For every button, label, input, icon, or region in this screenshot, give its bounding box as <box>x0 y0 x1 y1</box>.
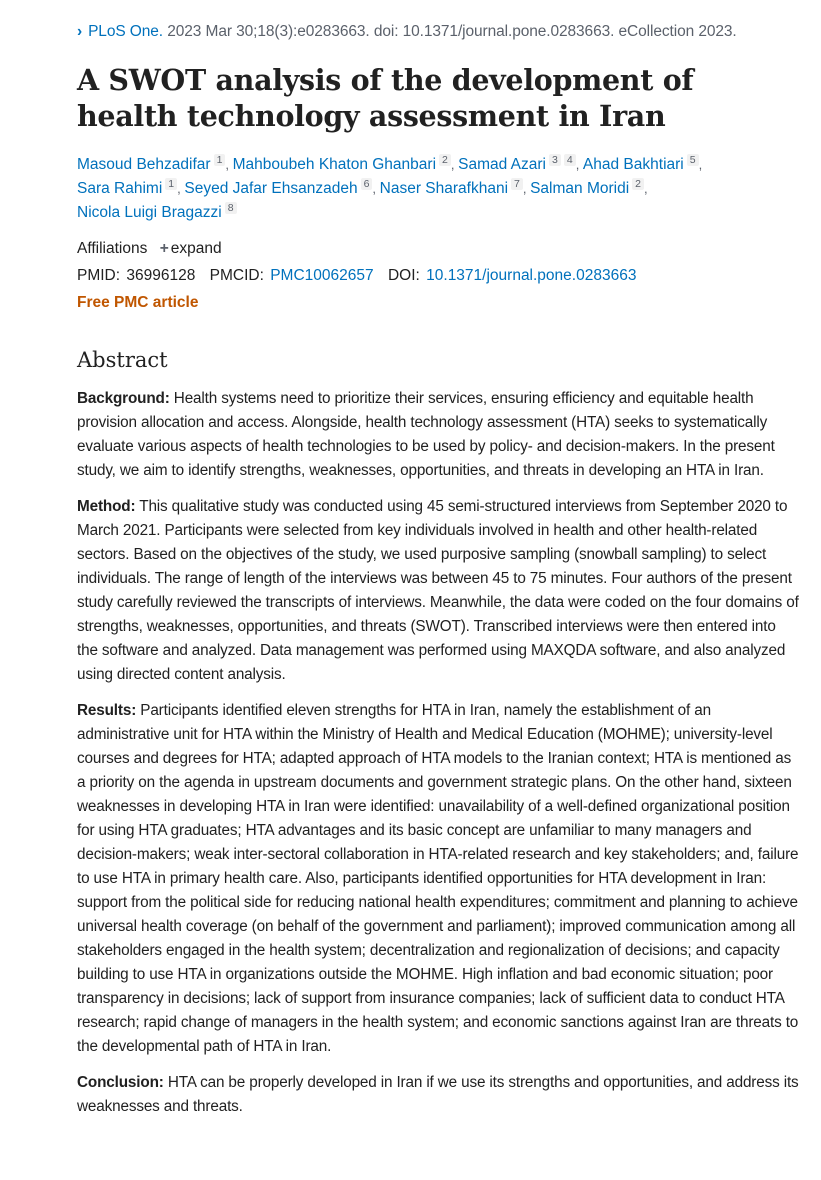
affiliation-ref[interactable]: 3 <box>549 154 561 166</box>
affiliation-ref[interactable]: 2 <box>632 178 644 190</box>
affiliation-ref[interactable]: 2 <box>439 154 451 166</box>
affiliation-ref[interactable]: 6 <box>361 178 373 190</box>
section-text: This qualitative study was conducted using 45 semi-structured interviews from September 2020 to March 2021. Participants were selected from key individuals involved in health and other health-related sectors. Based on the objectives of the study, we used purposive sampling (snowball sampling) to select individuals. The range of length of the interviews was between 45 to 75 minutes. Four authors of the present study carefully reviewed the transcripts of interviews. Meanwhile, the data were coded on the four domains of strengths, weaknesses, opportunities, and threats (SWOT). Transcribed interviews were then entered into the software and analyzed. Data management was performed using MAXQDA software, and also analyzed using directed content analysis. <box>77 498 799 683</box>
separator: , <box>225 157 233 172</box>
affiliation-ref[interactable]: 1 <box>214 154 226 166</box>
plus-icon[interactable]: + <box>159 240 169 257</box>
expand-label[interactable]: expand <box>170 240 222 257</box>
section-text: HTA can be properly developed in Iran if we use its strengths and opportunities, and address its weaknesses and threats. <box>77 1074 799 1115</box>
affiliation-ref[interactable]: 8 <box>225 202 237 214</box>
separator: , <box>522 181 531 196</box>
author-link[interactable]: Ahad Bakhtiari <box>582 156 684 173</box>
abstract-body <box>77 387 799 1131</box>
separator: , <box>575 157 583 172</box>
abstract-results <box>77 699 799 1059</box>
author-link[interactable]: Seyed Jafar Ehsanzadeh <box>184 180 358 197</box>
author-link[interactable]: Nicola Luigi Bragazzi <box>77 204 222 221</box>
section-text: Health systems need to prioritize their services, ensuring efficiency and equitable health provision allocation and access. Alongside, health technology assessment (HTA) seeks to systematically evaluate various aspects of health technologies to be used by policy- and decision-makers. In the present study, we aim to identify strengths, weaknesses, opportunities, and threats in developing an HTA in Iran. <box>77 390 775 479</box>
doi-link[interactable]: 10.1371/journal.pone.0283663 <box>426 267 637 284</box>
pmcid-link[interactable]: PMC10062657 <box>270 267 374 284</box>
section-label: Conclusion: <box>77 1074 164 1091</box>
pmid-label: PMID: <box>77 267 121 284</box>
affiliations-toggle[interactable] <box>77 240 222 258</box>
separator: , <box>698 157 703 172</box>
free-pmc-article-badge: Free PMC article <box>77 294 199 311</box>
separator: , <box>644 181 648 196</box>
abstract-method <box>77 495 799 687</box>
section-label: Method: <box>77 498 136 515</box>
author-link[interactable]: Sara Rahimi <box>77 180 163 197</box>
author-list <box>77 153 777 225</box>
identifiers <box>77 267 636 285</box>
pmid-value: 36996128 <box>126 267 196 284</box>
author-link[interactable]: Naser Sharafkhani <box>379 180 509 197</box>
affiliation-ref[interactable]: 4 <box>564 154 576 166</box>
author-link[interactable]: Masoud Behzadifar <box>77 156 211 173</box>
author-link[interactable]: Samad Azari <box>458 156 546 173</box>
section-text: Participants identified eleven strengths for HTA in Iran, namely the establishment of an administrative unit for HTA within the Ministry of Health and Medical Education (MOHME); university-level courses and degrees for HTA; adapted approach of HTA models to the Iranian context; HTA is mentioned as a priority on the agenda in upstream documents and government strategic plans. On the other hand, sixteen weaknesses in developing HTA in Iran were identified: unavailability of a well-defined organizational position for using HTA graduates; HTA advantages and its basic concept are unfamiliar to many managers and decision-makers; weak inter-sectoral collaboration in HTA-related research and key stakeholders; and, failure to use HTA in primary health care. Also, participants identified opportunities for HTA development in Iran: support from the political side for reducing national health expenditures; commitment and planning to achieve universal health coverage (on behalf of the government and parliament); improved communication among all stakeholders engaged in the health system; decentralization and regionalization of decisions; and capacity building to use HTA in organizations outside the MOHME. High inflation and bad economic situation; poor transparency in decisions; lack of support from insurance companies; lack of sufficient data to conduct HTA research; rapid change of managers in the health system; and economic sanctions against Iran are threats to the developmental path of HTA in Iran. <box>77 702 799 1055</box>
abstract-background <box>77 387 799 483</box>
journal-link[interactable]: PLoS One. <box>88 23 163 40</box>
separator: , <box>372 181 380 196</box>
citation-details: 2023 Mar 30;18(3):e0283663. doi: 10.1371/journal.pone.0283663. eCollection 2023. <box>167 23 737 40</box>
chevron-right-icon[interactable]: › <box>77 23 83 40</box>
abstract-heading: Abstract <box>77 348 168 372</box>
separator: , <box>177 181 185 196</box>
affiliation-ref[interactable]: 1 <box>165 178 177 190</box>
affiliations-label: Affiliations <box>77 240 148 257</box>
citation-line <box>77 23 737 41</box>
doi-label: DOI: <box>387 267 420 284</box>
section-label: Results: <box>77 702 137 719</box>
affiliation-ref[interactable]: 7 <box>511 178 523 190</box>
affiliation-ref[interactable]: 5 <box>687 154 699 166</box>
author-link[interactable]: Salman Moridi <box>530 180 630 197</box>
section-label: Background: <box>77 390 170 407</box>
abstract-conclusion <box>77 1071 799 1119</box>
pmcid-label: PMCID: <box>209 267 264 284</box>
separator: , <box>450 157 459 172</box>
author-link[interactable]: Mahboubeh Khaton Ghanbari <box>232 156 437 173</box>
article-title: A SWOT analysis of the development of health technology assessment in Iran <box>77 63 694 133</box>
